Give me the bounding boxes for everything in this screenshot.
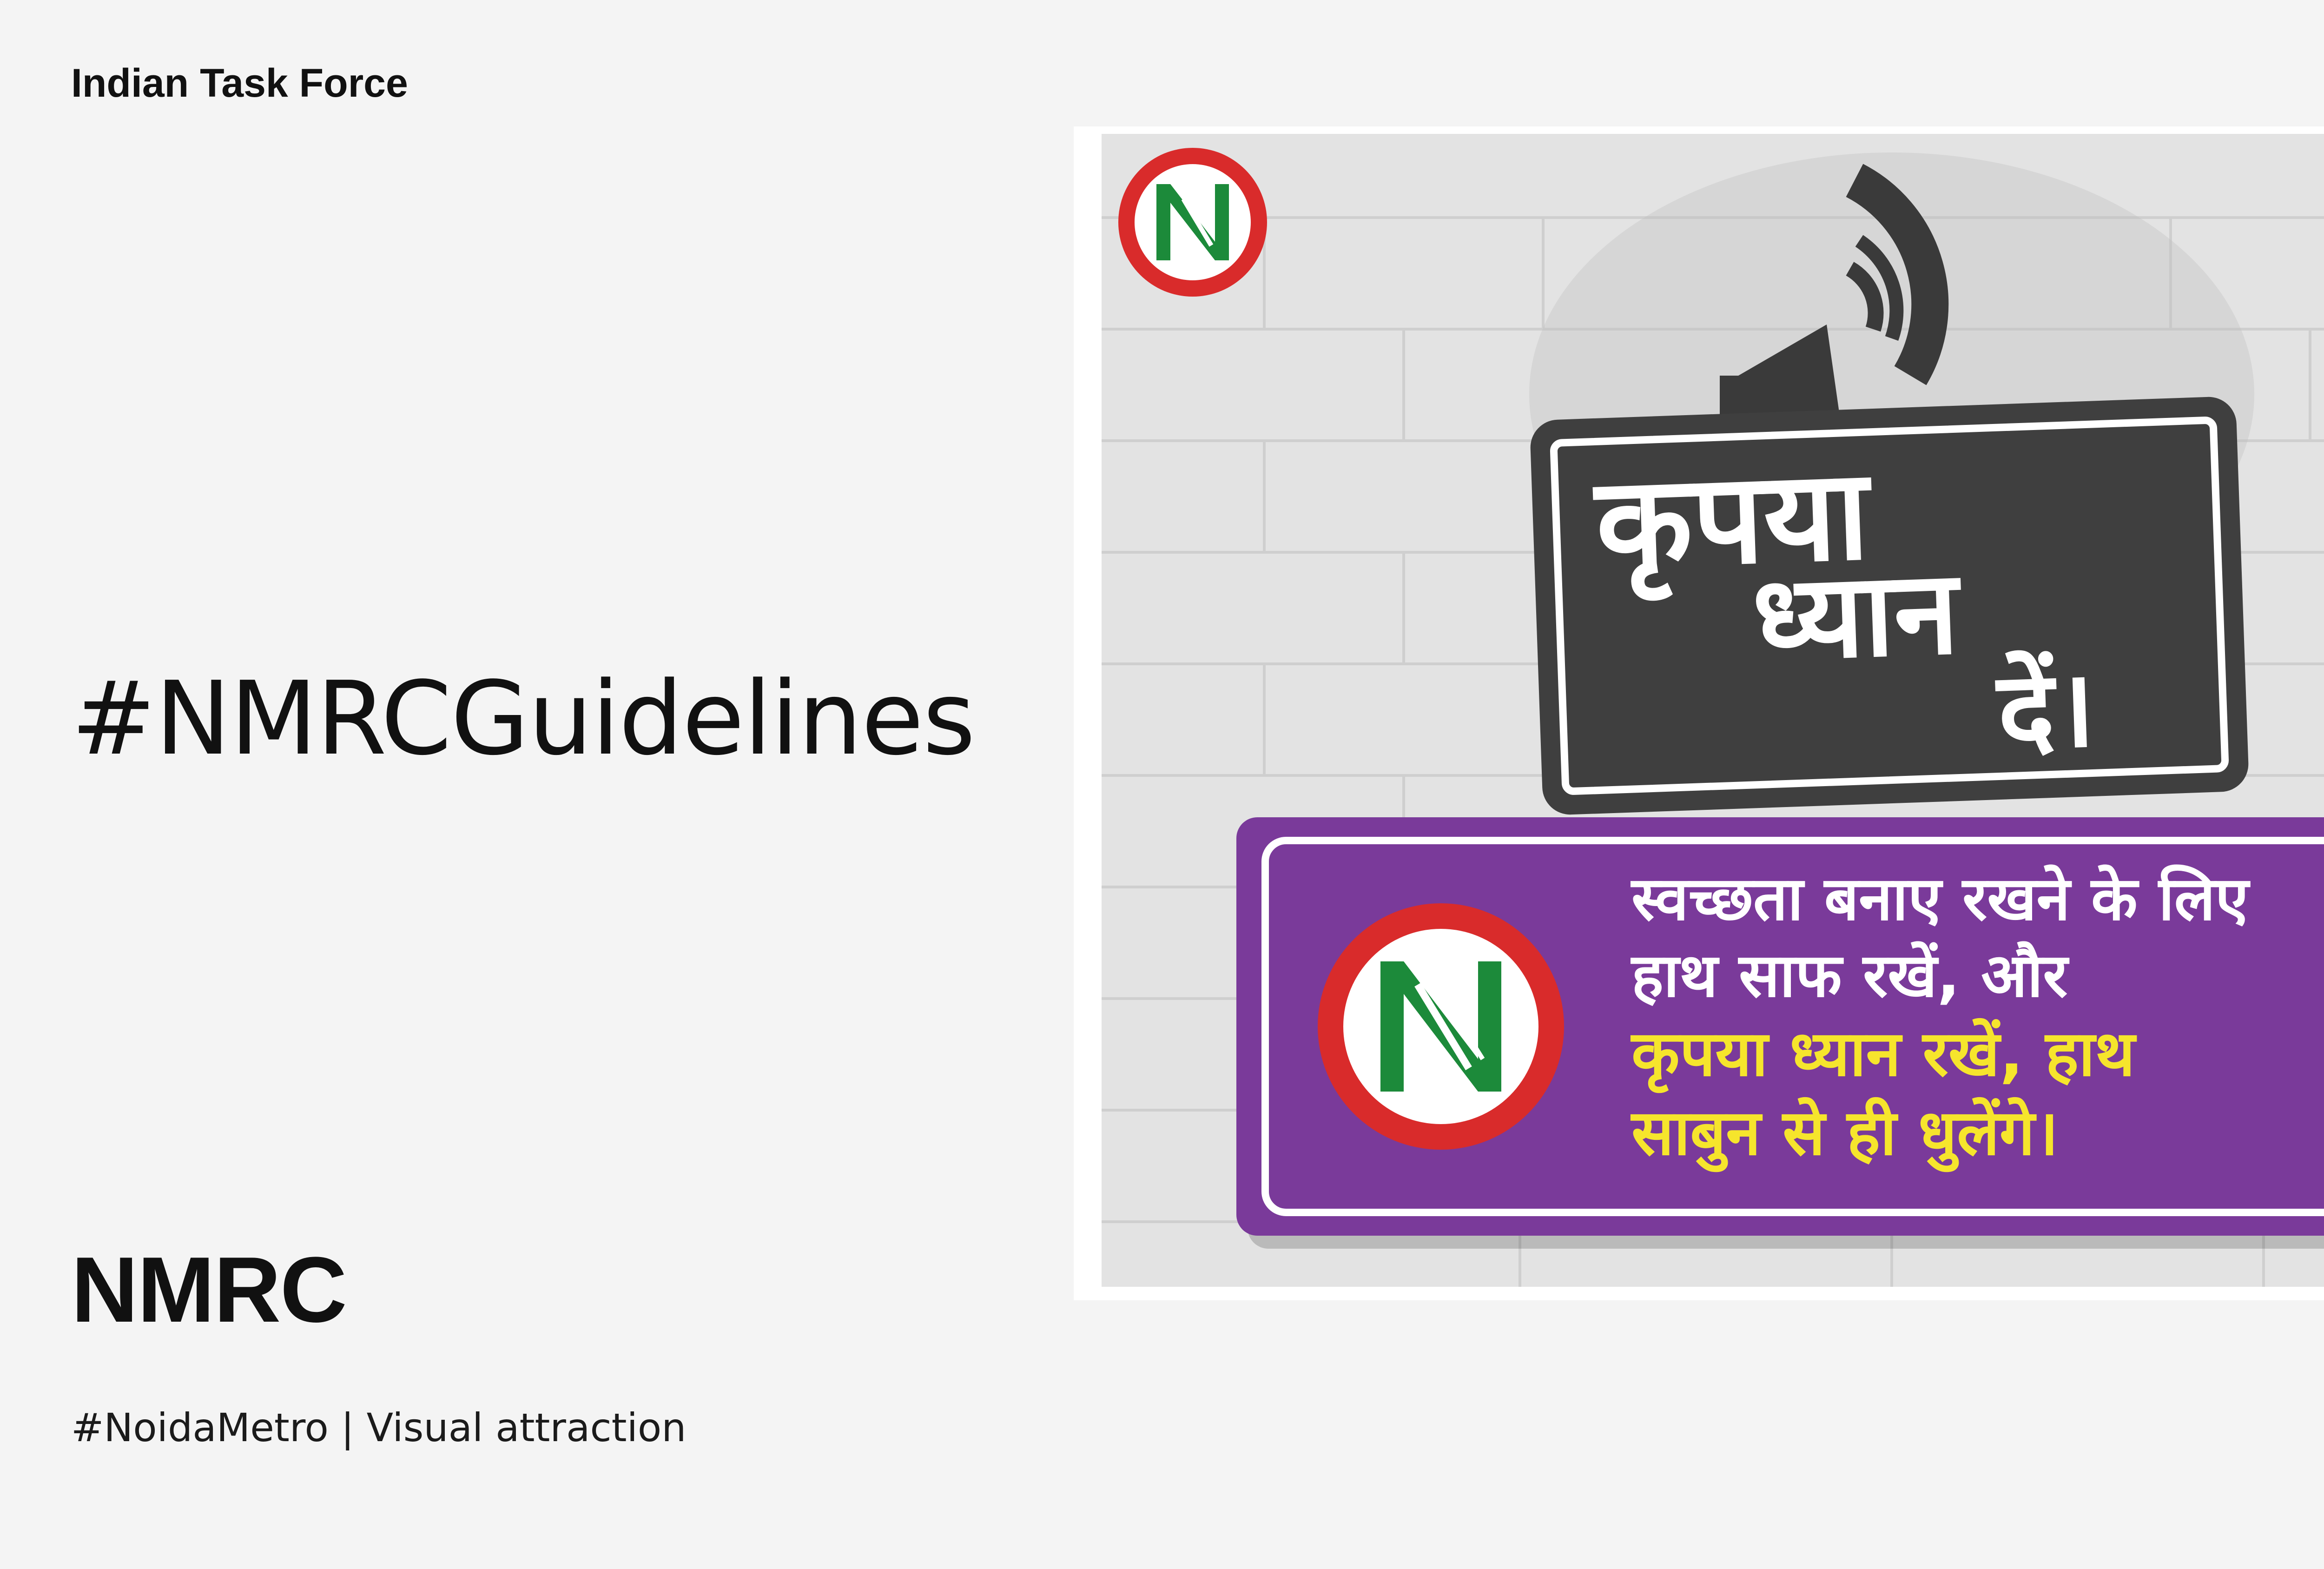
notice-line3: कृपया ध्यान रखें, हाथ <box>1631 1017 2135 1090</box>
poster-image <box>1102 134 2324 1287</box>
board-title-line2: ध्यान <box>1750 544 1961 687</box>
notice-line1: स्वच्छता बनाए रखने के लिए <box>1631 863 2249 934</box>
nmrc-logo-icon <box>1318 903 1564 1150</box>
brand-name: Indian Task Force <box>71 61 408 106</box>
notice-line2: हाथ साफ रखें, और <box>1631 940 2068 1011</box>
notice-line4: साबुन से ही धुलेंगे। <box>1631 1096 2059 1169</box>
board-title-line1: कृपया <box>1593 441 1871 597</box>
tagline: #NoidaMetro | Visual attraction <box>71 1405 687 1450</box>
poster-graphic <box>1102 134 2324 1287</box>
title-board <box>1530 396 2250 816</box>
board-title-line3: दें। <box>1995 646 2097 774</box>
page-title: #NMRCGuidelines <box>71 660 975 778</box>
nmrc-logo-icon <box>1118 148 1267 297</box>
notice-panel <box>1236 817 2324 1249</box>
image-frame <box>1074 126 2324 1300</box>
org-heading: NMRC <box>71 1238 346 1342</box>
